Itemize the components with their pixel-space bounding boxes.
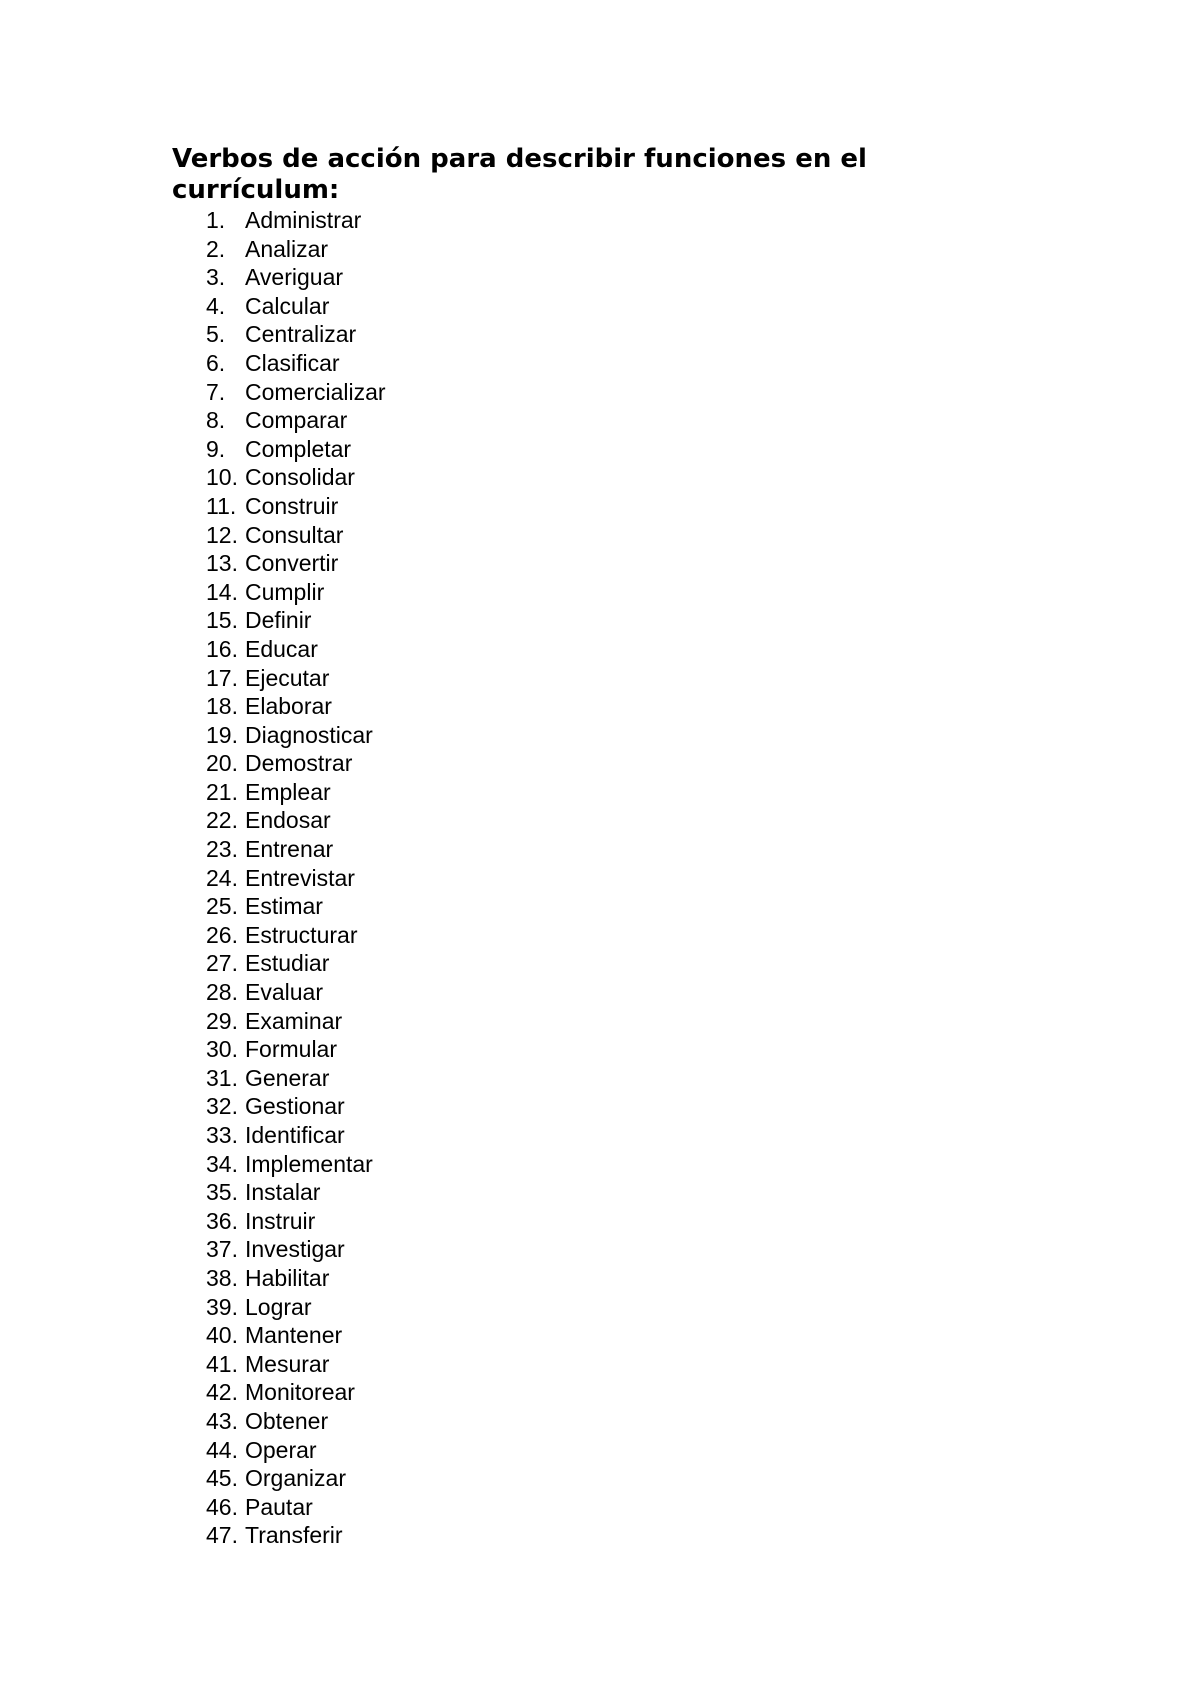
list-item-label: Completar <box>245 435 352 462</box>
list-item-number: 26. <box>206 921 238 948</box>
list-item-number: 22. <box>206 807 238 834</box>
list-item-label: Administrar <box>245 207 362 233</box>
list-item-label: Estructurar <box>245 921 358 948</box>
list-item-number: 25. <box>206 893 238 920</box>
list-item-number: 20. <box>206 750 238 777</box>
list-item-number: 2. <box>206 235 226 262</box>
list-item-label: Estudiar <box>245 950 330 977</box>
list-item-number: 37. <box>206 1236 238 1263</box>
list-item-label: Endosar <box>245 807 331 834</box>
list-item-label: Identificar <box>245 1122 345 1148</box>
list-item-label: Estimar <box>245 893 323 920</box>
list-item-number: 17. <box>206 664 238 691</box>
list-item-label: Ejecutar <box>245 664 330 691</box>
list-item-label: Emplear <box>245 778 331 805</box>
list-item-label: Examinar <box>245 1007 343 1034</box>
list-item-number: 43. <box>206 1407 238 1434</box>
list-item-label: Lograr <box>245 1293 312 1320</box>
list-item-label: Investigar <box>245 1236 345 1263</box>
list-item-number: 7. <box>206 378 226 405</box>
list-item-label: Entrenar <box>245 836 334 863</box>
list-item-number: 41. <box>206 1350 238 1377</box>
list-item-number: 13. <box>206 550 238 577</box>
list-item-number: 45. <box>206 1465 238 1492</box>
list-item-label: Instalar <box>245 1179 321 1206</box>
list-item-number: 6. <box>206 349 226 376</box>
list-item-number: 15. <box>206 607 238 634</box>
list-item-number: 21. <box>206 778 238 805</box>
list-item-label: Averiguar <box>245 264 344 291</box>
list-item-number: 16. <box>206 635 238 662</box>
list-item-number: 33. <box>206 1122 238 1148</box>
list-item-label: Calcular <box>245 292 330 319</box>
list-item-label: Educar <box>245 635 318 662</box>
list-item-label: Definir <box>245 607 312 634</box>
list-item-label: Operar <box>245 1436 317 1463</box>
list-item-label: Elaborar <box>245 693 332 720</box>
list-item-number: 18. <box>206 693 238 720</box>
list-item-label: Evaluar <box>245 979 323 1006</box>
list-item-number: 14. <box>206 578 238 605</box>
list-item-label: Mantener <box>245 1322 343 1349</box>
list-item-number: 19. <box>206 721 238 748</box>
list-item-label: Entrevistar <box>245 864 355 891</box>
list-item-number: 23. <box>206 836 238 863</box>
document-title: Verbos de acción para describir funciones en el currículum: <box>172 144 867 205</box>
list-item-label: Mesurar <box>245 1350 330 1377</box>
list-item-label: Habilitar <box>245 1264 330 1291</box>
list-item-label: Instruir <box>245 1207 316 1234</box>
list-item-number: 44. <box>206 1436 238 1463</box>
list-item-label: Consolidar <box>245 464 355 491</box>
list-item-number: 31. <box>206 1064 238 1091</box>
list-item-label: Gestionar <box>245 1093 345 1120</box>
list-item-number: 32. <box>206 1093 238 1120</box>
list-item-number: 46. <box>206 1493 238 1520</box>
list-item-number: 24. <box>206 864 238 891</box>
list-item-label: Implementar <box>245 1150 373 1177</box>
list-item-number: 27. <box>206 950 238 977</box>
list-item-number: 1. <box>206 207 226 233</box>
list-item-number: 34. <box>206 1150 238 1177</box>
list-item-label: Construir <box>245 492 339 519</box>
list-item-label: Comercializar <box>245 378 386 405</box>
list-item-label: Analizar <box>245 235 329 262</box>
list-item-number: 10. <box>206 464 238 491</box>
list-item-label: Clasificar <box>245 349 340 376</box>
list-item-number: 40. <box>206 1322 238 1349</box>
list-item-number: 29. <box>206 1007 238 1034</box>
list-item-number: 30. <box>206 1036 238 1063</box>
list-item-label: Pautar <box>245 1493 313 1520</box>
list-item-number: 12. <box>206 521 238 548</box>
list-item-label: Comparar <box>245 407 348 434</box>
list-item-label: Convertir <box>245 550 339 577</box>
list-item-label: Demostrar <box>245 750 353 777</box>
list-item-label: Diagnosticar <box>245 721 373 748</box>
list-item-label: Generar <box>245 1064 330 1091</box>
list-item-number: 39. <box>206 1293 238 1320</box>
list-item-number: 4. <box>206 292 226 319</box>
list-item-label: Formular <box>245 1036 338 1063</box>
list-item-label: Monitorear <box>245 1379 355 1406</box>
list-item-number: 35. <box>206 1179 238 1206</box>
list-item-number: 8. <box>206 407 226 434</box>
list-item-number: 38. <box>206 1264 238 1291</box>
list-item-number: 47. <box>206 1522 238 1549</box>
list-item-number: 3. <box>206 264 226 291</box>
list-item-number: 42. <box>206 1379 238 1406</box>
list-item-label: Obtener <box>245 1407 329 1434</box>
list-item-number: 9. <box>206 435 226 462</box>
list-item-label: Consultar <box>245 521 344 548</box>
list-item-label: Transferir <box>245 1522 343 1549</box>
list-item-number: 36. <box>206 1207 238 1234</box>
list-item-number: 11. <box>206 492 237 519</box>
list-item-number: 28. <box>206 979 238 1006</box>
list-item-label: Centralizar <box>245 321 357 348</box>
list-item-number: 5. <box>206 321 226 348</box>
list-item-label: Cumplir <box>245 578 325 605</box>
list-item-label: Organizar <box>245 1465 346 1492</box>
